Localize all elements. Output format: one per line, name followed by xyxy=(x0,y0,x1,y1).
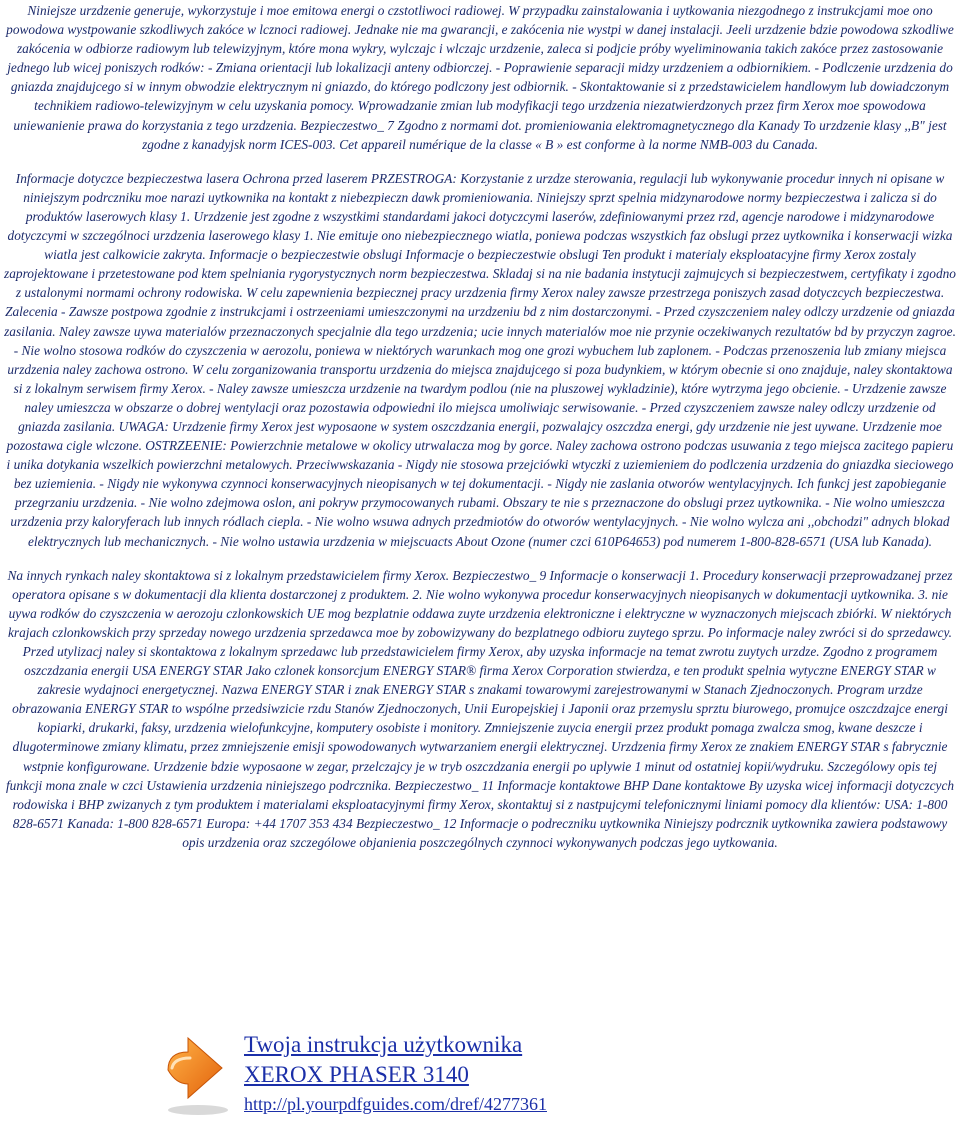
paragraph-safety-information: Informacje dotyczce bezpieczestwa lasera Ochrona przed laserem PRZESTROGA: Korzystanie z urzdze sterowania, regulacji lub wykonywanie procedur innych ni opisane w niniejszym podrczniku moe narazi uytkownika na kontakt z niebezpieczn dawk promieniowania. Niniejszy sprzt spelnia midzynarodowe normy bezpieczestwa i zalicza si do produktów laserowych klasy 1. Urzdzenie jest zgodne z wszystkimi standardami jakoci dotyczcymi laserów, zdefiniowanymi przez rzd, agencje narodowe i midzynarodowe dotyczcymi w szczególnoci urzdzenia laserowego klasy 1. Nie emituje ono niebezpiecznego wiatla, poniewa podczas wszystkich faz obslugi przez uytkownika i konserwacji wizka wiatla jest calkowicie zakryta. Informacje o bezpieczestwie obslugi Informacje o bezpieczestwie obslugi Ten produkt i materialy eksploatacyjne firmy Xerox zostaly zaprojektowane i przetestowane pod ktem spelniania rygorystycznych norm bezpieczestwa. Skladaj si na nie badania instytucji zajmujcych si bezpieczestwem, certyfikaty i zgodno z ustalonymi normami ochrony rodowiska. W celu zapewnienia bezpiecznej pracy urzdzenia firmy Xerox naley zawsze przestrzega poniszych zasad dotyczcych bezpieczestwa. Zalecenia - Zawsze postpowa zgodnie z instrukcjami i ostrzeeniami umieszczonymi na urzdzeniu bd z nim dostarczonymi. - Przed czyszczeniem naley odlczy urzdzenie od gniazda zasilania. Naley zawsze uywa materialów przeznaczonych specjalnie dla tego urzdzenia; ucie innych materialów moe nie przynie oczekiwanych rezultatów bd by przyczyn zagroe. - Nie wolno stosowa rodków do czyszczenia w aerozolu, poniewa w niektórych warunkach mog one grozi wybuchem lub zaplonem. - Podczas przenoszenia lub zmiany miejsca urzdzenia naley zachowa ostrono. W celu zorganizowania transportu urzdzenia do miejsca znajdujcego si poza budynkiem, w którym obecnie si ono znajduje, naley skontaktowa si z lokalnym serwisem firmy Xerox. - Naley zawsze umieszcza urzdzenie na twardym podlou (nie na pluszowej wykladzinie), które wytrzyma jego obcienie. - Urzdzenie zawsze naley umieszcza w obszarze o dobrej wentylacji oraz pozostawia odpowiedni ilo miejsca umoliwiajc serwisowanie. - Przed czyszczeniem zawsze naley odlczy urzdzenie od gniazda zasilania. UWAGA: Urzdzenie firmy Xerox jest wyposaone w system oszczdzania energii, pozwalajcy oszczdza energi, gdy urzdzenie nie jest uywane. Urzdzenie moe pozostawa cigle wlczone. OSTRZEENIE: Powierzchnie metalowe w okolicy utrwalacza mog by gorce. Naley zachowa ostrono podczas usuwania z tego miejsca zacitego papieru i unika dotykania wszelkich powierzchni metalowych. Przeciwwskazania - Nigdy nie stosowa przejciówki wtyczki z uziemieniem do podlczenia urzdzenia do gniazdka sieciowego bez uziemienia. - Nigdy nie wykonywa czynnoci konserwacyjnych nieopisanych w tej dokumentacji. - Nigdy nie zaslania otworów wentylacyjnych. Ich funkcj jest zapobieganie przegrzaniu urzdzenia. - Nie wolno zdejmowa oslon, ani pokryw przymocowanych rubami. Obszary te nie s przeznaczone do obslugi przez uytkownika. - Nie wolno umieszcza urzdzenia przy kaloryferach lub innych ródlach ciepla. - Nie wolno wsuwa adnych przedmiotów do otworów wentylacyjnych. - Nie wolno wylcza ani ,,obchodzi" adnych blokad elektrycznych lub mechanicznych. - Nie wolno ustawia urzdzenia w miejscuacts About Ozone (numer czci 610P64653) pod numerem 1-800-828-6571 (USA lub Kanada). xyxy=(4,170,956,549)
paragraph-emc-notice: Niniejsze urzdzenie generuje, wykorzystuje i moe emitowa energi o czstotliwoci radiowej. W przypadku zainstalowania i uytkowania niezgodnego z instrukcjami moe ono powodowa wystpowanie szkodliwych zakóce w lcznoci radiowej. Jednake nie ma gwarancji, e zakócenia nie wystpi w danej instalacji. Jeeli urzdzenie bdzie powodowa szkodliwe zakócenia w odbiorze radiowym lub telewizyjnym, które mona wykry, wylczajc i wlczajc urzdzenie, zaleca si podjcie próby wyeliminowania takich zakóce przez zastosowanie jednego lub wicej poniszych rodków: - Zmiana orientacji lub lokalizacji anteny odbiorczej. - Poprawienie separacji midzy urzdzeniem a odbiornikiem. - Podlczenie urzdzenia do gniazda znajdujcego si w innym obwodzie elektrycznym ni gniazdo, do którego podlczony jest odbiornik. - Skontaktowanie si z przedstawicielem handlowym lub dowiadczonym technikiem radiowo-telewizyjnym w celu uzyskania pomocy. Wprowadzanie zmian lub modyfikacji tego urzdzenia niezatwierdzonych przez firm Xerox moe spowodowa uniewanienie prawa do korzystania z tego urzdzenia. Bezpieczestwo_ 7 Zgodno z normami dot. promieniowania elektromagnetycznego dla Kanady To urzdzenie klasy ,,B" jest zgodne z kanadyjsk norm ICES-003. Cet appareil numérique de la classe « B » est conforme à la norme NMB-003 du Canada. xyxy=(6,3,954,152)
source-url-link[interactable]: http://pl.yourpdfguides.com/dref/4277361 xyxy=(244,1094,547,1114)
arrow-logo-icon xyxy=(158,1030,238,1118)
footer-links xyxy=(244,1030,547,1116)
footer xyxy=(158,1030,938,1130)
product-name-link[interactable]: XEROX PHASER 3140 xyxy=(244,1062,469,1087)
paragraph-maintenance-energy: Na innych rynkach naley skontaktowa si z lokalnym przedstawicielem firmy Xerox. Bezpieczestwo_ 9 Informacje o konserwacji 1. Procedury konserwacji przeprowadzanej przez operatora opisane s w dokumentacji dla klienta dostarczonej z produktem. 2. Nie wolno wykonywa procedur konserwacyjnych nieopisanych w dokumentacji uytkownika. 3. nie uywa rodków do czyszczenia w aerozoju czlonkowskich UE mog bezplatnie oddawa zuyte urzdzenia elektroniczne i elektryczne w wyznaczonych miejscach zbiórki. W niektórych krajach czlonkowskich przy sprzeday nowego urzdzenia sprzedawca moe by zobowizywany do bezplatnego odbioru zuytego sprzu. Po informacje naley zwróci si do sprzedawcy. Przed utylizacj naley si skontaktowa z lokalnym sprzedawc lub przedstawicielem firmy Xerox, aby uzyska informacje na temat zwrotu zuytych urzdze. Zgodno z programem oszczdzania energii USA ENERGY STAR Jako czlonek konsorcjum ENERGY STAR® firma Xerox Corporation stwierdza, e ten produkt spelnia wytyczne ENERGY STAR w zakresie wydajnoci energetycznej. Nazwa ENERGY STAR i znak ENERGY STAR s znakami towarowymi zarejestrowanymi w Stanach Zjednoczonych. Program urzdze obrazowania ENERGY STAR to wspólne przedsiwzicie rzdu Stanów Zjednoczonych, Unii Europejskiej i Japonii oraz przemyslu sprztu biurowego, promujce oszczdzajce energi kopiarki, drukarki, faksy, urzdzenia wielofunkcyjne, komputery osobiste i monitory. Zmniejszenie zuycia energii przez produkt pomaga zwalcza smog, kwane deszcze i dlugoterminowe zmiany klimatu, przez zmniejszenie emisji spowodowanych wytwarzaniem energii elektrycznej. Urzdzenia firmy Xerox ze znakiem ENERGY STAR s fabrycznie wstpnie konfigurowane. Urzdzenie bdzie wyposaone w zegar, przelczajcy je w tryb oszczdzania energii po uplywie 1 minut od ostatniej kopii/wydruku. Szczególowy opis tej funkcji mona znale w czci Ustawienia urzdzenia niniejszego podrcznika. Bezpieczestwo_ 11 Informacje kontaktowe BHP Dane kontaktowe By uzyska wicej informacji dotyczcych rodowiska i BHP zwizanych z tym produktem i materialami eksploatacyjnymi firmy Xerox, skontaktuj si z nastpujcymi telefonicznymi liniami pomocy dla klientów: USA: 1-800 828-6571 Kanada: 1-800 828-6571 Europa: +44 1707 353 434 Bezpieczestwo_ 12 Informacje o podreczniku uytkownika Niniejszy podrcznik uytkownika zawiera podstawowy opis urzdzenia oraz szczególowe objanienia poszczególnych czynnoci wykonywanych podczas jego uytkowania. xyxy=(5,567,955,850)
manual-title-link[interactable]: Twoja instrukcja użytkownika xyxy=(244,1032,523,1057)
